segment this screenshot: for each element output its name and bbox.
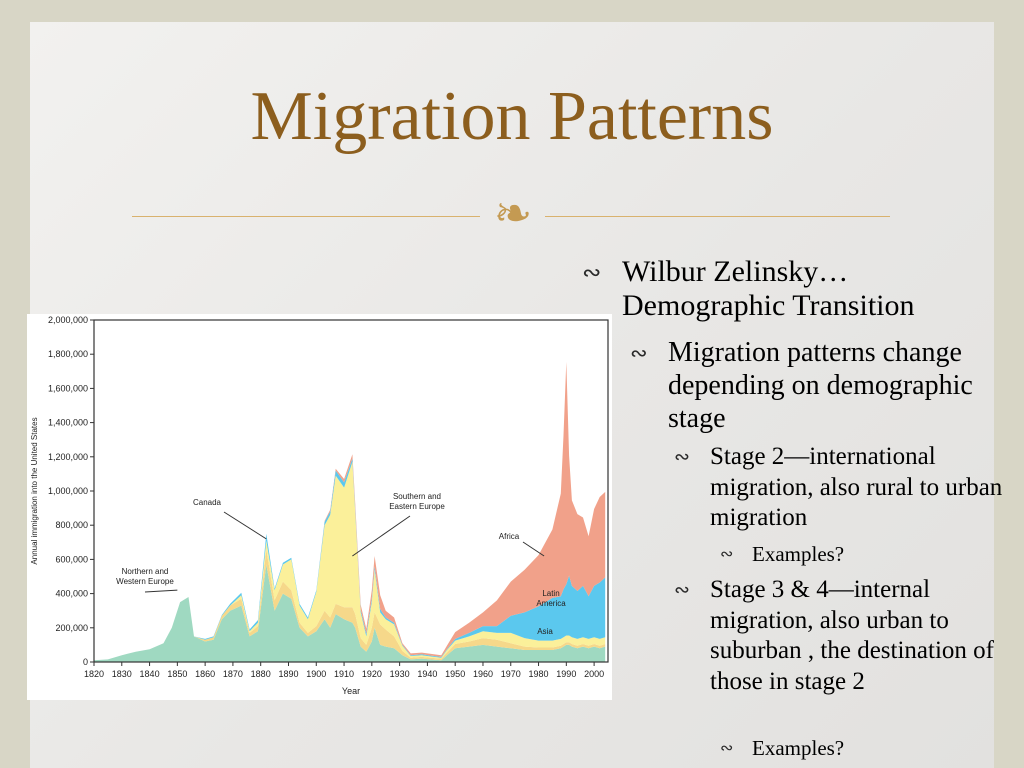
x-tick-label: 1990 xyxy=(556,669,577,679)
y-tick-label: 600,000 xyxy=(55,554,88,565)
bullet-text: Stage 3 & 4—internal migration, also urban to suburban , the destination of those in stage 2 xyxy=(710,576,994,695)
x-tick-label: 1840 xyxy=(139,669,160,679)
curl-bullet-icon: ∾ xyxy=(674,446,690,468)
bullet-text: Migration patterns change depending on demographic stage xyxy=(668,337,973,434)
annotation-leader xyxy=(224,512,266,539)
bullet-text: Examples? xyxy=(752,736,845,760)
y-tick-label: 0 xyxy=(82,657,88,667)
annotation-leader xyxy=(145,590,177,592)
x-tick-label: 1920 xyxy=(361,669,382,679)
annotation-label: Southern and Eastern Europe xyxy=(389,492,445,511)
x-tick-label: 1850 xyxy=(167,669,188,679)
x-tick-label: 1860 xyxy=(195,669,216,679)
title-divider-right xyxy=(545,216,890,217)
curl-bullet-icon: ∾ xyxy=(720,738,734,757)
x-tick-label: 1960 xyxy=(472,669,493,679)
curl-bullet-icon: ∾ xyxy=(720,544,734,563)
annotation-leader xyxy=(523,542,544,556)
y-tick-label: 800,000 xyxy=(55,520,88,531)
x-tick-label: 1950 xyxy=(445,669,466,679)
curl-bullet-icon: ∾ xyxy=(674,579,690,601)
y-tick-label: 1,600,000 xyxy=(47,383,88,394)
x-axis-label: Year xyxy=(341,686,361,696)
immigration-chart xyxy=(27,314,612,700)
bullet-level-3 xyxy=(674,575,1015,697)
bullet-level-3 xyxy=(674,442,1015,534)
slide-title: Migration Patterns xyxy=(250,78,774,155)
y-axis-label: Annual immigration into the United States xyxy=(30,417,39,565)
y-tick-label: 2,000,000 xyxy=(47,315,88,325)
x-tick-label: 1970 xyxy=(500,669,521,679)
x-tick-label: 1880 xyxy=(250,669,271,679)
x-tick-label: 1980 xyxy=(528,669,549,679)
bullet-text: Wilbur Zelinsky… Demographic Transition xyxy=(622,255,915,322)
bullet-text: Examples? xyxy=(752,542,845,566)
bullet-level-4 xyxy=(720,734,952,762)
x-tick-label: 1940 xyxy=(417,669,438,679)
annotation-label: Asia xyxy=(537,627,553,636)
chart-svg xyxy=(27,314,612,700)
x-tick-label: 1930 xyxy=(389,669,410,679)
annotation-label: Africa xyxy=(498,532,520,541)
x-tick-label: 1870 xyxy=(222,669,243,679)
y-tick-label: 400,000 xyxy=(55,588,88,599)
x-tick-label: 1890 xyxy=(278,669,299,679)
x-tick-label: 2000 xyxy=(584,669,605,679)
y-tick-label: 200,000 xyxy=(55,622,88,633)
curl-bullet-icon: ∾ xyxy=(630,341,648,365)
annotation-label: Latin America xyxy=(536,589,566,608)
bullet-text: Stage 2—international migration, also rural to urban migration xyxy=(710,443,1003,531)
annotation-label: Northern and Western Europe xyxy=(116,567,174,586)
bullet-level-2 xyxy=(630,336,988,435)
bullet-level-4 xyxy=(720,540,952,568)
y-tick-label: 1,800,000 xyxy=(47,349,88,360)
bullet-level-1 xyxy=(582,255,1002,323)
annotation-leader xyxy=(352,516,410,556)
x-tick-label: 1820 xyxy=(83,669,105,679)
title-divider-left xyxy=(132,216,480,217)
y-tick-label: 1,200,000 xyxy=(47,451,88,462)
x-tick-label: 1900 xyxy=(306,669,327,679)
y-tick-label: 1,000,000 xyxy=(47,486,88,496)
x-tick-label: 1830 xyxy=(111,669,132,679)
ornamental-flourish-icon: ❧ xyxy=(493,188,533,239)
annotation-label: Canada xyxy=(192,498,222,507)
curl-bullet-icon: ∾ xyxy=(582,260,602,286)
y-tick-label: 1,400,000 xyxy=(47,417,88,428)
x-tick-label: 1910 xyxy=(334,669,355,679)
